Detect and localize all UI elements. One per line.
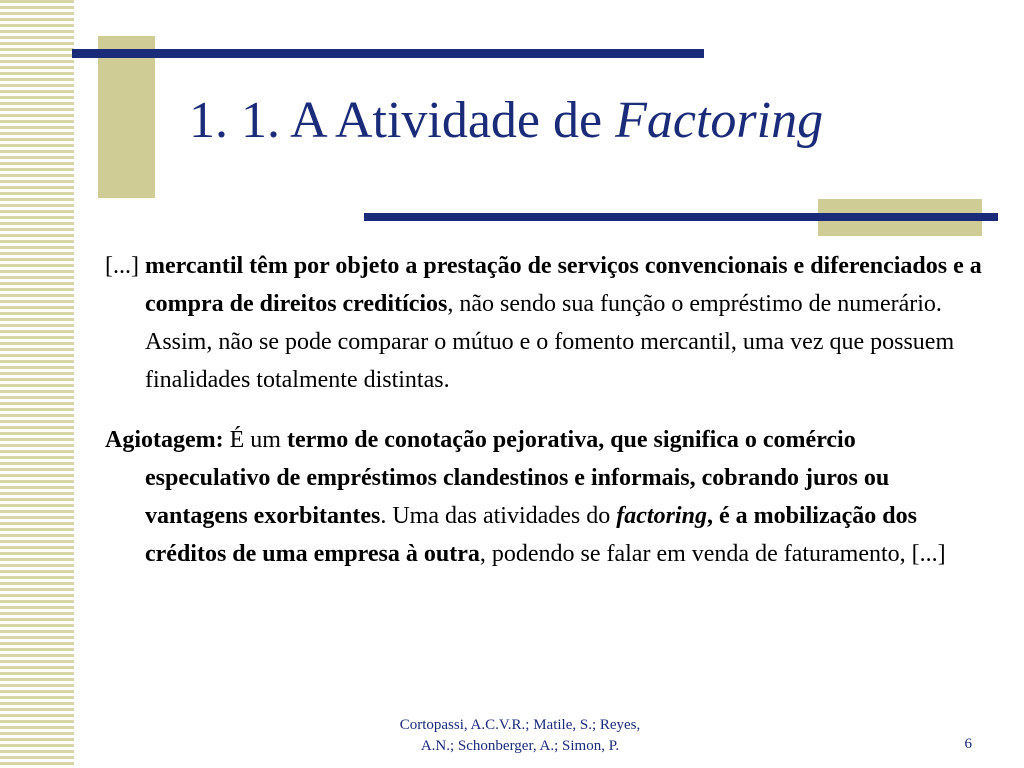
- citation-line: Cortopassi, A.C.V.R.; Matile, S.; Reyes,: [399, 717, 641, 733]
- title-text: 1. 1. A Atividade de: [189, 92, 616, 149]
- footer-citation: [320, 715, 720, 757]
- decorative-block-top: [98, 36, 155, 198]
- slide-body: [105, 247, 985, 595]
- text-run: , não sendo sua função o empréstimo de numerário. Assim, não se pode comparar o mútuo e o fomento mercantil, uma vez que possuem finalidades totalmente distintas.: [145, 291, 955, 393]
- page-number: 6: [964, 736, 972, 752]
- bold-run: termo de conotação pejorativa, que significa o comércio especulativo de empréstimos clandestinos e informais, cobrando juros ou vantagens exorbitantes: [145, 427, 890, 529]
- text-run: É um: [223, 427, 287, 453]
- bold-run: , é a mobilização dos créditos de uma empresa à outra: [145, 503, 917, 567]
- text-run: . Uma das atividades do: [380, 503, 617, 529]
- bold-run: mercantil têm por objeto a prestação de serviços convencionais e diferenciados e a compra de direitos creditícios: [144, 253, 982, 317]
- title-italic-text: Factoring: [615, 92, 824, 149]
- slide-title: [189, 92, 823, 149]
- bold-italic-run: factoring: [616, 503, 707, 529]
- paragraph-agiotagem: [105, 421, 985, 573]
- citation-line: A.N.; Schonberger, A.; Simon, P.: [420, 738, 620, 754]
- term-label: Agiotagem:: [105, 427, 224, 453]
- decorative-stripes: [0, 0, 74, 768]
- decorative-line-bottom: [364, 213, 998, 221]
- text-run: [...]: [105, 253, 145, 279]
- decorative-line-top: [72, 49, 704, 58]
- paragraph-mercantil: [105, 247, 985, 399]
- text-run: , podendo se falar em venda de faturamento, [...]: [479, 541, 946, 567]
